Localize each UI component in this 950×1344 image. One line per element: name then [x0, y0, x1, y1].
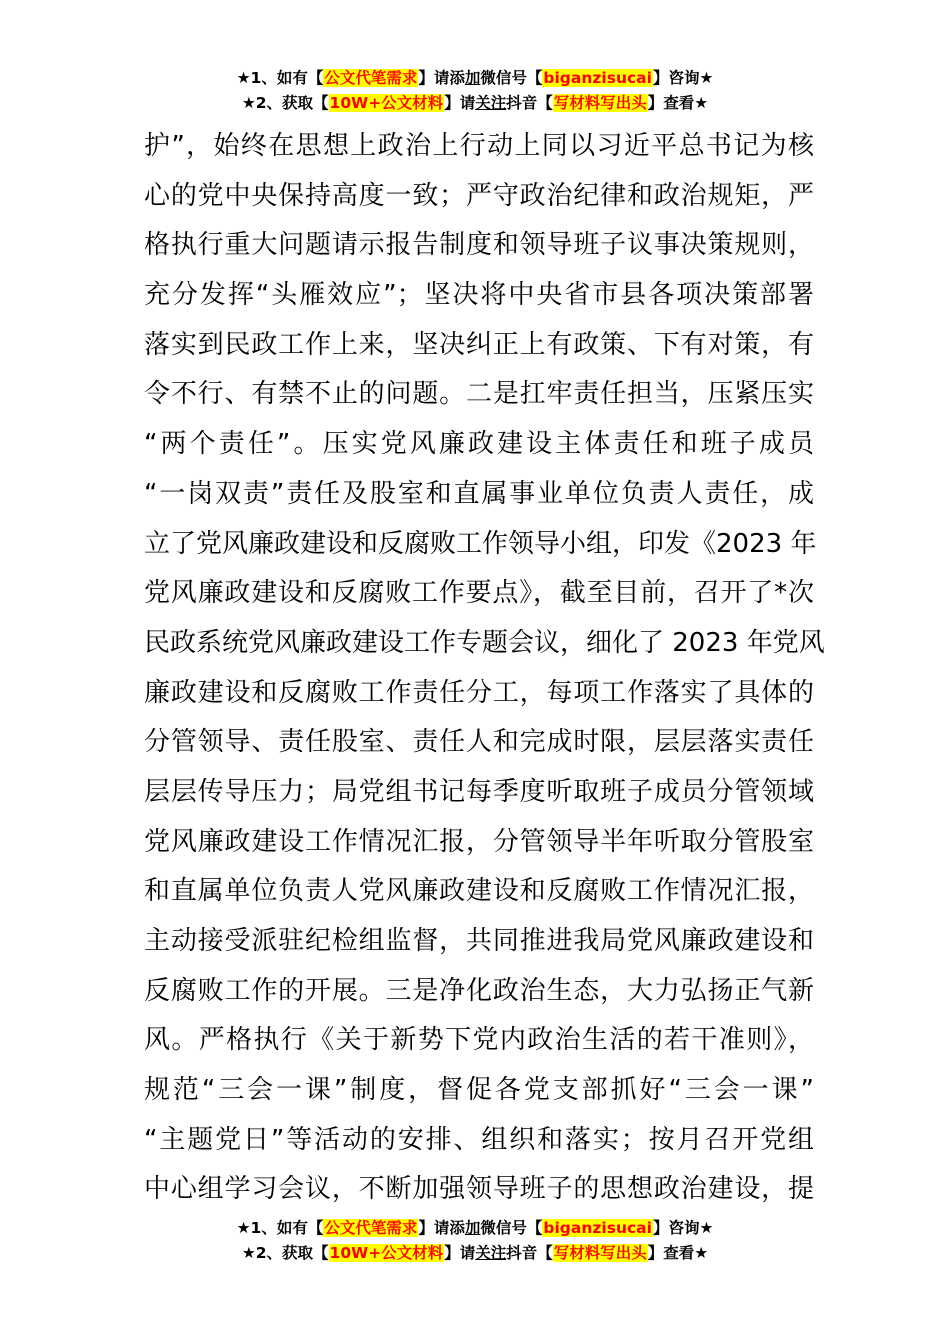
- body-line: 和直属单位负责人党风廉政建设和反腐败工作情况汇报，: [144, 876, 814, 907]
- highlight-materials: 10W+公文材料: [329, 94, 444, 112]
- body-line: 反腐败工作的开展。三是净化政治生态，大力弘扬正气新: [144, 975, 814, 1006]
- banner-line-2: ★2、获取【10W+公文材料】请关注抖音【写材料写出头】查看★: [241, 1244, 709, 1262]
- highlight-service: 公文代笔需求: [324, 69, 418, 87]
- header-banner: [0, 66, 950, 116]
- body-line: 廉政建设和反腐败工作责任分工，每项工作落实了具体的: [144, 677, 814, 708]
- star-icon: ★: [236, 69, 251, 87]
- body-line: 规范“三会一课”制度，督促各党支部抓好“三会一课”: [144, 1075, 814, 1106]
- body-line: 中心组学习会议，不断加强领导班子的思想政治建设，提: [144, 1174, 814, 1205]
- document-body: [144, 122, 825, 1215]
- body-line: 分管领导、责任股室、责任人和完成时限，层层落实责任: [144, 727, 814, 758]
- star-icon: ★: [694, 94, 709, 112]
- highlight-douyin: 写材料写出头: [553, 1244, 647, 1262]
- body-line: 护”，始终在思想上政治上行动上同以习近平总书记为核: [144, 131, 814, 161]
- body-line: 民政系统党风廉政建设工作专题会议，细化了 2023 年党风: [144, 627, 825, 658]
- highlight-materials: 10W+公文材料: [329, 1244, 444, 1262]
- body-line: 格执行重大问题请示报告制度和领导班子议事决策规则，: [144, 230, 814, 261]
- body-line: 立了党风廉政建设和反腐败工作领导小组，印发《2023 年: [144, 528, 817, 559]
- body-line: “一岗双责”责任及股室和直属事业单位负责人责任，成: [144, 478, 814, 509]
- body-line: “主题党日”等活动的安排、组织和落实；按月召开党组: [144, 1124, 814, 1155]
- body-line: 风。严格执行《关于新势下党内政治生活的若干准则》，: [144, 1025, 814, 1056]
- star-icon: ★: [694, 1244, 709, 1262]
- star-icon: ★: [236, 1219, 251, 1237]
- star-icon: ★: [699, 1219, 714, 1237]
- body-line: 党风廉政建设工作情况汇报，分管领导半年听取分管股室: [144, 826, 814, 857]
- banner-line-2: ★2、获取【10W+公文材料】请关注抖音【写材料写出头】查看★: [241, 94, 709, 112]
- star-icon: ★: [241, 1244, 256, 1262]
- body-line: 主动接受派驻纪检组监督，共同推进我局党风廉政建设和: [144, 926, 814, 956]
- banner-line-1: ★1、如有【公文代笔需求】请添加微信号【biganzisucai】咨询★: [236, 69, 714, 87]
- star-icon: ★: [241, 94, 256, 112]
- highlight-douyin: 写材料写出头: [553, 94, 647, 112]
- body-line: 党风廉政建设和反腐败工作要点》，截至目前，召开了*次: [144, 578, 814, 609]
- footer-banner: [0, 1216, 950, 1266]
- highlight-wechat-id: biganzisucai: [543, 69, 652, 87]
- banner-line-1: ★1、如有【公文代笔需求】请添加微信号【biganzisucai】咨询★: [236, 1219, 714, 1237]
- highlight-wechat-id: biganzisucai: [543, 1219, 652, 1237]
- body-line: 落实到民政工作上来，坚决纠正上有政策、下有对策，有: [144, 329, 814, 360]
- body-line: “两个责任”。压实党风廉政建设主体责任和班子成员: [144, 429, 814, 460]
- body-line: 充分发挥“头雁效应”；坚决将中央省市县各项决策部署: [144, 280, 814, 311]
- body-line: 令不行、有禁不止的问题。二是扛牢责任担当，压紧压实: [144, 379, 814, 410]
- body-line: 层层传导压力；局党组书记每季度听取班子成员分管领域: [144, 776, 814, 807]
- highlight-service: 公文代笔需求: [324, 1219, 418, 1237]
- body-line: 心的党中央保持高度一致；严守政治纪律和政治规矩，严: [144, 180, 814, 211]
- star-icon: ★: [699, 69, 714, 87]
